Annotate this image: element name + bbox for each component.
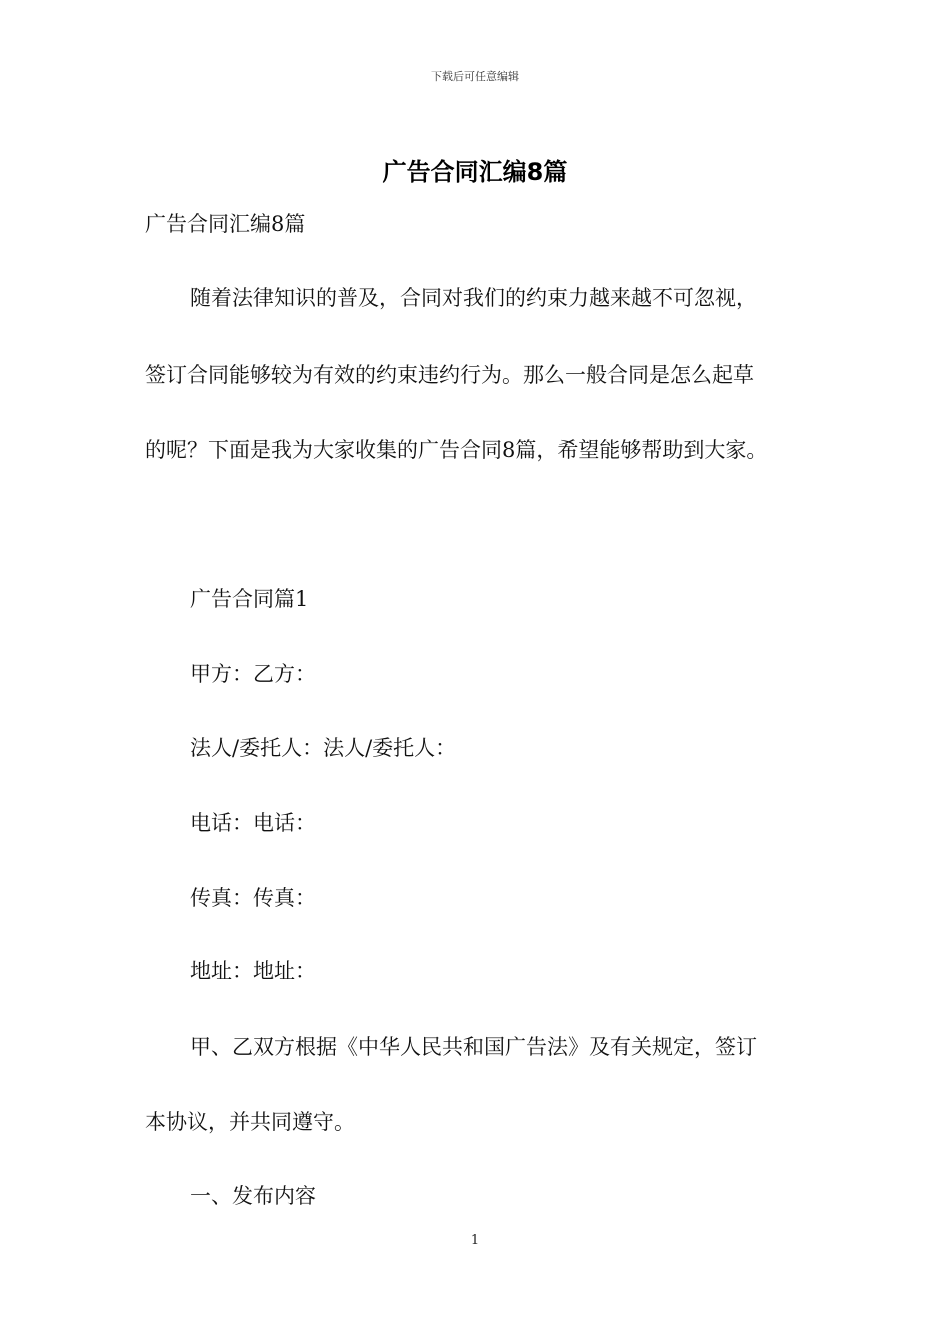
intro-paragraph-line-3: 的呢？下面是我为大家收集的广告合同8篇，希望能够帮助到大家。 [145,438,768,462]
agreement-paragraph-line-1: 甲、乙双方根据《中华人民共和国广告法》及有关规定，签订 [190,1035,757,1059]
fax-line: 传真：传真： [190,886,316,910]
legal-representative-line: 法人/委托人：法人/委托人： [190,736,457,760]
agreement-paragraph-line-2: 本协议，并共同遵守。 [145,1110,355,1134]
page-number: 1 [470,1233,480,1248]
address-line: 地址：地址： [190,959,316,983]
clause-heading-publish-content: 一、发布内容 [190,1184,316,1208]
section-heading-contract-1: 广告合同篇1 [190,587,309,611]
intro-paragraph-line-1: 随着法律知识的普及，合同对我们的约束力越来越不可忽视， [190,286,757,310]
header-note: 下载后可任意编辑 [431,70,519,83]
party-line: 甲方：乙方： [190,662,316,686]
subtitle-line: 广告合同汇编8篇 [145,212,306,236]
document-title: 广告合同汇编8篇 [382,158,568,186]
intro-paragraph-line-2: 签订合同能够较为有效的约束违约行为。那么一般合同是怎么起草 [145,363,754,387]
phone-line: 电话：电话： [190,811,316,835]
